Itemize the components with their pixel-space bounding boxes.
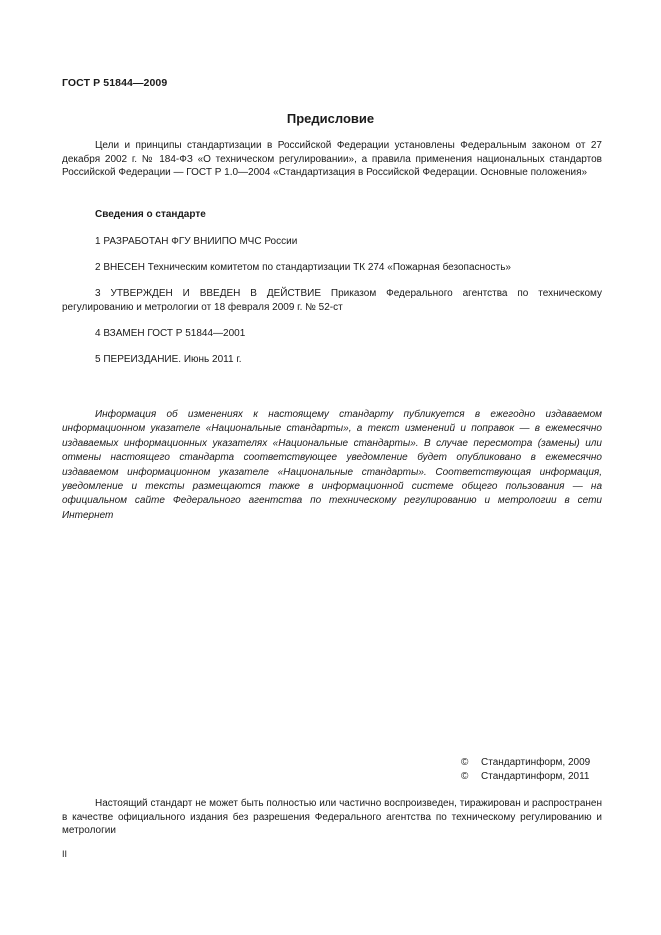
intro-paragraph: Цели и принципы стандартизации в Российской Федерации установлены Федеральным законом от 27 декабря 2002 г. № 184-ФЗ «О техническом регулировании», а правила применения национальных стандартов Российской Федерации — ГОСТ Р 1.0—2004 «Стандартизация в Российской Федерации. Основные положения» <box>62 140 602 179</box>
section-subheading: Сведения о стандарте <box>95 209 206 220</box>
page-title: Предисловие <box>286 111 375 126</box>
reproduction-notice: Настоящий стандарт не может быть полностью или частично воспроизведен, тиражирован и распространен в качестве официального издания без разрешения Федерального агентства по техническому регулированию и метрологии <box>62 798 602 837</box>
info-item-5: 5 ПЕРЕИЗДАНИЕ. Июнь 2011 г. <box>95 354 242 365</box>
copyright-symbol: © <box>461 771 469 782</box>
copyright-line-2 <box>461 770 602 784</box>
copyright-line-1 <box>461 756 602 770</box>
changes-info-paragraph: Информация об изменениях к настоящему стандарту публикуется в ежегодно издаваемом информационном указателе «Национальные стандарты», а текст изменений и поправок — в ежемесячно издаваемых информационных указателях «Национальные стандарты». В случае пересмотра (замены) или отмены настоящего стандарта соответствующее уведомление будет опубликовано в ежемесячно издаваемом информационном указателе «Национальные стандарты». Соответствующая информация, уведомление и тексты размещаются также в информационной системе общего пользования — на официальном сайте Федерального агентства по техническому регулированию и метрологии в сети Интернет <box>62 409 602 521</box>
document-code-header: ГОСТ Р 51844—2009 <box>62 77 168 89</box>
info-item-2: 2 ВНЕСЕН Техническим комитетом по стандартизации ТК 274 «Пожарная безопасность» <box>95 262 511 273</box>
info-item-3: 3 УТВЕРЖДЕН И ВВЕДЕН В ДЕЙСТВИЕ Приказом Федерального агентства по техническому регулированию и метрологии от 18 февраля 2009 г. № 52-ст <box>62 288 602 313</box>
page-number: II <box>62 849 68 859</box>
copyright-symbol: © <box>461 757 469 768</box>
info-item-1: 1 РАЗРАБОТАН ФГУ ВНИИПО МЧС России <box>95 236 298 247</box>
copyright-text-1: Стандартинформ, 2009 <box>481 757 591 768</box>
copyright-text-2: Стандартинформ, 2011 <box>481 771 590 782</box>
info-item-4: 4 ВЗАМЕН ГОСТ Р 51844—2001 <box>95 328 246 339</box>
